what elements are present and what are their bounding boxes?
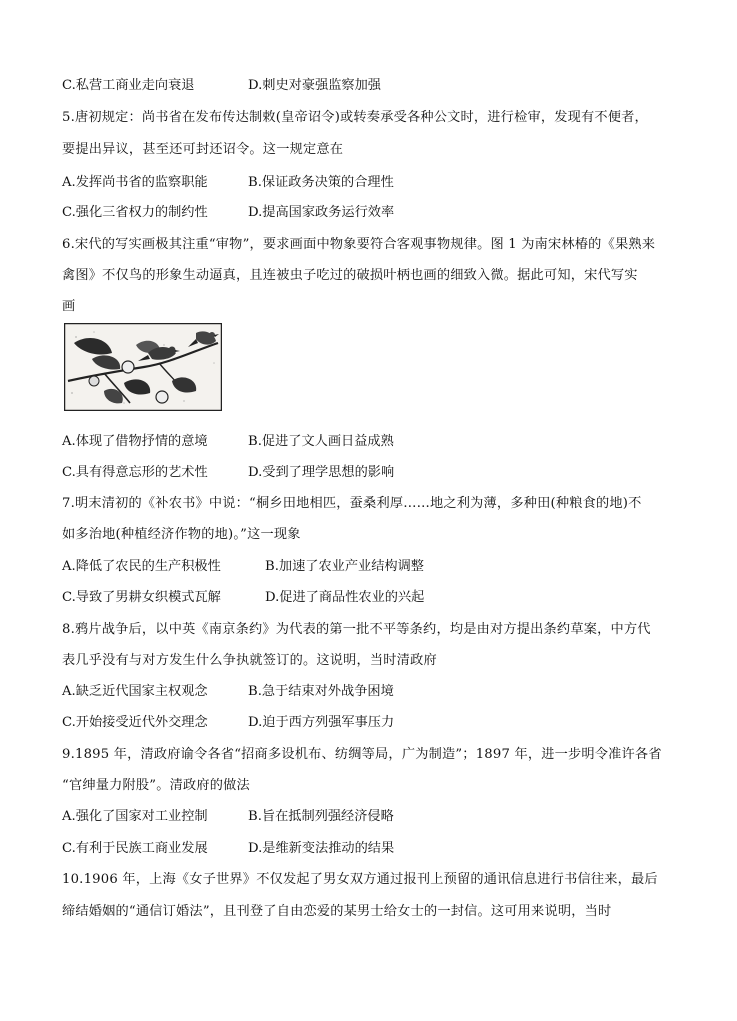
q5-stem-line-2: 要提出异议，甚至还可封还诏令。这一规定意在: [62, 142, 344, 157]
q9-option-c: C.有利于民族工商业发展: [62, 841, 208, 856]
q7-option-b: B.加速了农业产业结构调整: [265, 559, 424, 574]
q10-stem-line-1: 10.1906 年，上海《女子世界》不仅发起了男女双方通过报刊上预留的通讯信息进行书信往来，最后: [62, 872, 658, 887]
q6-stem-line-1: 6.宋代的写实画极其注重“审物”，要求画面中物象要符合客观事物规律。图 1 为南宋林椿的《果熟来: [62, 237, 656, 252]
q5-option-c: C.强化三省权力的制约性: [62, 205, 208, 220]
q9-option-d: D.是维新变法推动的结果: [248, 841, 395, 856]
q9-stem-line-1: 9.1895 年，清政府谕令各省“招商多设机布、纺绸等局，广为制造”；1897 年，进一步明令准许各省: [62, 747, 662, 762]
q5-option-d: D.提高国家政务运行效率: [248, 205, 395, 220]
q4-option-d: D.刺史对豪强监察加强: [248, 78, 381, 93]
q10-stem-line-2: 缔结婚姻的“通信订婚法”，且刊登了自由恋爱的某男士给女士的一封信。这可用来说明，当时: [62, 904, 612, 919]
q6-painting-figure: [64, 323, 222, 411]
q6-option-b: B.促进了文人画日益成熟: [248, 434, 394, 449]
q9-stem-line-2: “官绅量力附股”。清政府的做法: [62, 778, 250, 793]
q5-option-b: B.保证政务决策的合理性: [248, 175, 394, 190]
q6-stem-line-3: 画: [62, 299, 76, 314]
q8-option-a: A.缺乏近代国家主权观念: [62, 684, 208, 699]
q9-option-b: B.旨在抵制列强经济侵略: [248, 809, 394, 824]
q6-stem-line-2: 禽图》不仅鸟的形象生动逼真，且连被虫子吃过的破损叶柄也画的细致入微。据此可知，宋代写实: [62, 268, 638, 283]
q7-option-a: A.降低了农民的生产积极性: [62, 559, 221, 574]
q7-stem-line-1: 7.明末清初的《补农书》中说：“桐乡田地相匹，蚕桑利厚……地之利为薄，多种田(种粮食的地)不: [62, 496, 642, 511]
q8-stem-line-1: 8.鸦片战争后，以中英《南京条约》为代表的第一批不平等条约，均是由对方提出条约草案，中方代: [62, 622, 651, 637]
q6-option-d: D.受到了理学思想的影响: [248, 465, 395, 480]
q5-stem-line-1: 5.唐初规定：尚书省在发布传达制敕(皇帝诏令)或转奏承受各种公文时，进行检审，发现有不便者，: [62, 110, 648, 125]
q5-option-a: A.发挥尚书省的监察职能: [62, 175, 208, 190]
q6-option-c: C.具有得意忘形的艺术性: [62, 465, 208, 480]
q7-option-d: D.促进了商品性农业的兴起: [265, 590, 425, 605]
q4-option-c: C.私营工商业走向衰退: [62, 78, 195, 93]
q8-option-d: D.迫于西方列强军事压力: [248, 715, 395, 730]
q7-stem-line-2: 如多治地(种植经济作物的地)。”这一现象: [62, 527, 301, 542]
q8-option-b: B.急于结束对外战争困境: [248, 684, 394, 699]
q8-option-c: C.开始接受近代外交理念: [62, 715, 208, 730]
q9-option-a: A.强化了国家对工业控制: [62, 809, 208, 824]
q7-option-c: C.导致了男耕女织模式瓦解: [62, 590, 221, 605]
q6-option-a: A.体现了借物抒情的意境: [62, 434, 208, 449]
q8-stem-line-2: 表几乎没有与对方发生什么争执就签订的。这说明，当时清政府: [62, 653, 437, 668]
